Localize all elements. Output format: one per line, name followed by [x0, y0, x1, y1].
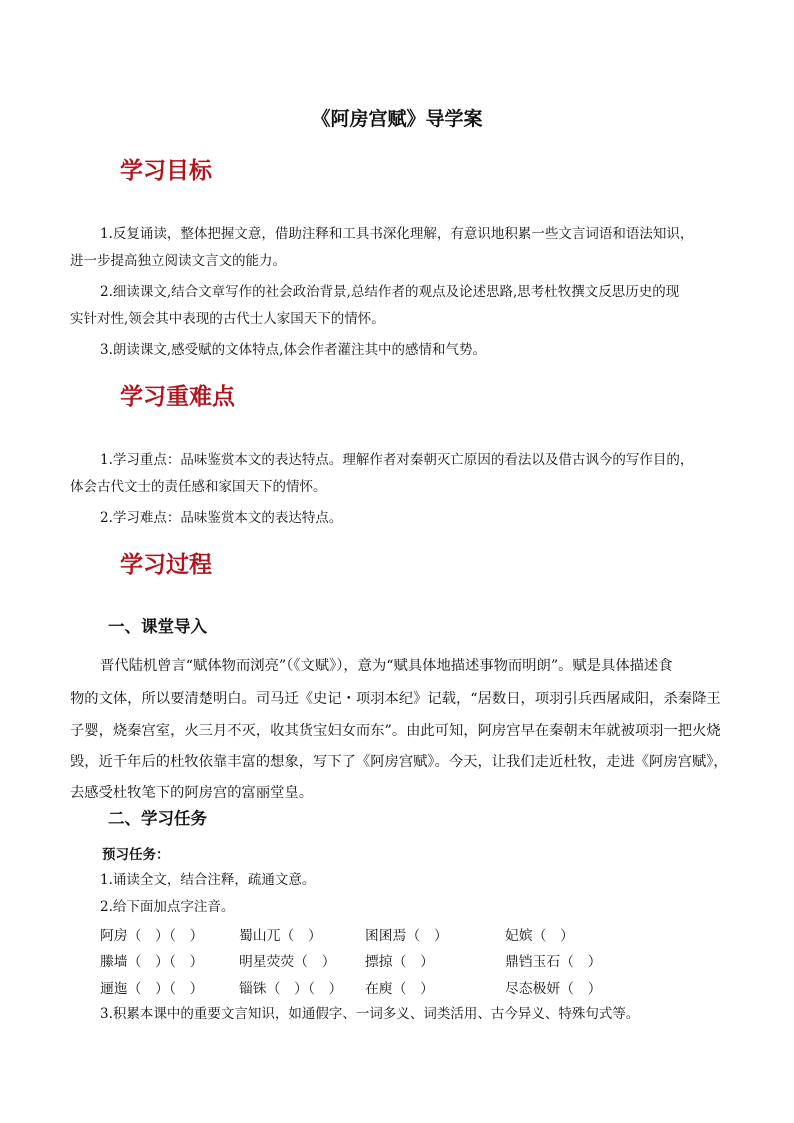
objective-item-3: 3.朗读课文,感受赋的文体特点,体会作者灌注其中的感情和气势。 — [100, 342, 486, 358]
section-heading-key-points: 学习重难点 — [120, 384, 235, 410]
task-2: 2.给下面加点字注音。 — [100, 899, 235, 915]
preview-tasks-label: 预习任务： — [102, 847, 170, 863]
objective-item-2-line-1: 2.细读课文,结合文章写作的社会政治背景,总结作者的观点及论述思路,思考杜牧撰文反思历史的现 — [100, 284, 680, 300]
pron-r1-c4: 妃嫔（ ） — [505, 928, 574, 944]
key-point-item-1-line-2: 体会古代文士的责任感和家国天下的情怀。 — [70, 479, 327, 495]
pron-r1-c3: 囷囷焉（ ） — [365, 928, 448, 944]
pron-r3-c3: 在庾（ ） — [365, 981, 434, 997]
intro-line-4: 毁，近千年后的杜牧依靠丰富的想象，写下了《阿房宫赋》。今天，让我们走近杜牧，走进《阿房宫赋》， — [70, 754, 728, 770]
objective-item-1-line-2: 进一步提高独立阅读文言文的能力。 — [70, 253, 286, 269]
subheading-classroom-intro: 一、课堂导入 — [108, 617, 207, 636]
pron-r3-c2: 锱铢（ ）（ ） — [239, 981, 343, 997]
objective-item-2-line-2: 实针对性,领会其中表现的古代士人家国天下的情怀。 — [70, 311, 385, 327]
pron-r1-c1: 阿房（ ）（ ） — [100, 928, 204, 944]
intro-line-2: 物的文体，所以要清楚明白。司马迁《史记・项羽本纪》记载，“居数日，项羽引兵西屠咸阳，杀秦降王 — [70, 691, 721, 707]
pron-r3-c4: 尽态极妍（ ） — [505, 981, 602, 997]
intro-line-1: 晋代陆机曾言“赋体物而浏亮”（《文赋》），意为“赋具体地描述事物而明朗”。赋是具体描述食 — [100, 658, 673, 674]
doc-title: 《阿房宫赋》导学案 — [311, 108, 483, 130]
key-point-item-2: 2.学习难点：品味鉴赏本文的表达特点。 — [100, 510, 343, 526]
pron-r2-c3: 摽掠（ ） — [365, 954, 434, 970]
intro-line-5: 去感受杜牧笔下的阿房宫的富丽堂皇。 — [70, 785, 314, 801]
subheading-learning-tasks: 二、学习任务 — [108, 809, 207, 828]
pron-r3-c1: 逦迤（ ）（ ） — [100, 981, 204, 997]
task-3: 3.积累本课中的重要文言知识，如通假字、一词多义、词类活用、古今异义、特殊句式等。 — [100, 1006, 640, 1022]
objective-item-1-line-1: 1.反复诵读，整体把握文意，借助注释和工具书深化理解，有意识地积累一些文言词语和语法知识， — [100, 226, 694, 242]
pron-r2-c1: 縢墙（ ）（ ） — [100, 954, 204, 970]
pron-r2-c4: 鼎铛玉石（ ） — [505, 954, 602, 970]
pron-r2-c2: 明星荧荧（ ） — [239, 954, 336, 970]
section-heading-process: 学习过程 — [120, 552, 212, 578]
intro-line-3: 子婴，烧秦宫室，火三月不灭，收其货宝妇女而东”。由此可知，阿房宫早在秦朝末年就被项羽一把火烧 — [70, 723, 721, 739]
section-heading-objectives: 学习目标 — [120, 158, 212, 184]
pron-r1-c2: 蜀山兀（ ） — [239, 928, 322, 944]
task-1: 1.诵读全文，结合注释，疏通文意。 — [100, 872, 316, 888]
key-point-item-1-line-1: 1.学习重点：品味鉴赏本文的表达特点。理解作者对秦朝灭亡原因的看法以及借古讽今的写作目的， — [100, 452, 694, 468]
